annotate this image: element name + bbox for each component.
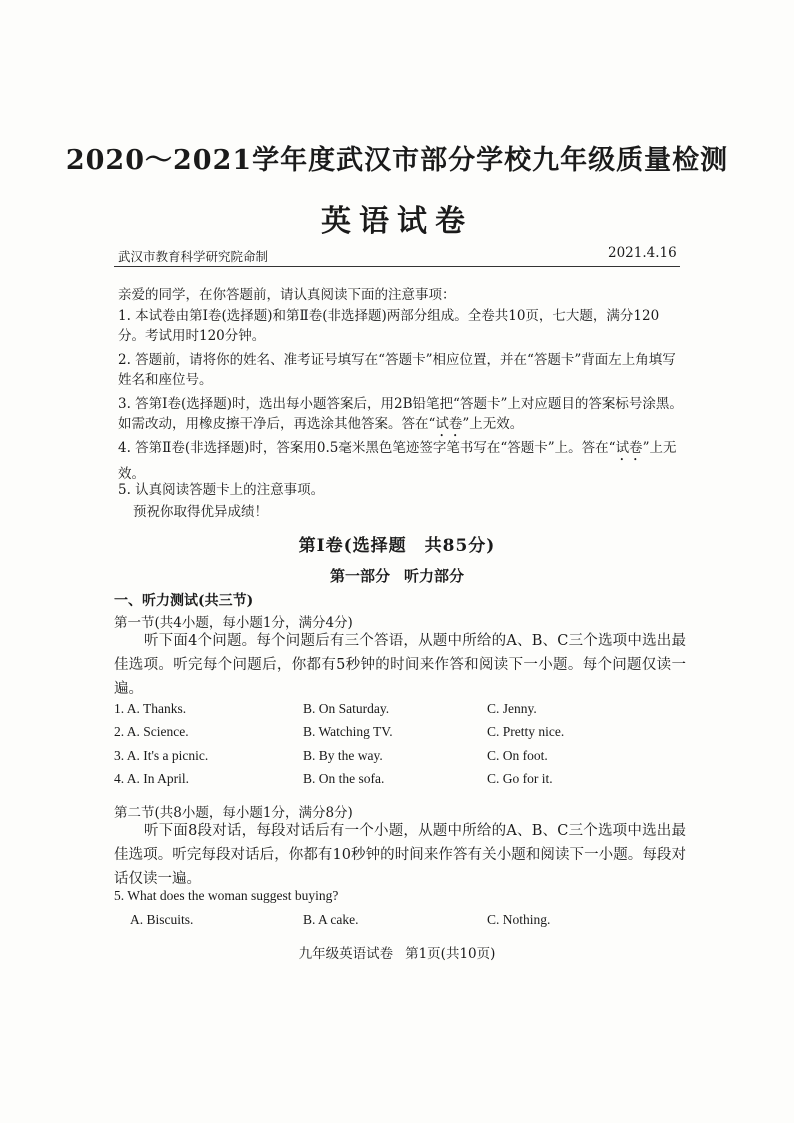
question-2-option-c: C. Pretty nice. [487,724,565,739]
question-5-option-b: B. A cake. [303,912,359,927]
question-5-option-a: A. Biscuits. [130,912,194,927]
question-1-option-a: 1. A. Thanks. [114,701,187,716]
notice-item-4-emphasis: 试卷 [615,440,643,456]
notice-item-4-text: 4. 答第Ⅱ卷(非选择题)时，答案用0.5毫米黑色笔迹签字笔书写在“答题卡”上。答在“ [118,440,616,456]
header-divider [114,266,680,267]
question-2-option-a: 2. A. Science. [114,724,189,739]
subsection-1-instructions: 听下面4个问题。每个问题后有三个答语，从题中所给的A、B、C三个选项中选出最佳选项。听完每个问题后，你都有5秒钟的时间来作答和阅读下一小题。每个问题仅读一遍。 [114,633,686,697]
notice-item-5: 5. 认真阅读答题卡上的注意事项。 [118,482,325,498]
question-4-option-b: B. On the sofa. [303,771,385,786]
question-3-option-a: 3. A. It's a picnic. [114,748,209,763]
question-2-option-b: B. Watching TV. [303,724,393,739]
part-title-name: 第Ⅰ卷(选择题 [298,536,407,556]
page-footer [0,942,794,962]
exam-title: 2020～2021学年度武汉市部分学校九年级质量检测 [65,145,729,176]
question-4-option-a: 4. A. In April. [114,771,190,786]
question-4-option-c: C. Go for it. [487,771,553,786]
section-title-name: 听力部分 [404,567,465,585]
exam-date: 2021.4.16 [608,245,677,261]
section-title [0,565,794,586]
notice-item-1: 1. 本试卷由第Ⅰ卷(选择题)和第Ⅱ卷(非选择题)两部分组成。全卷共10页，七大题，满分120分。考试用时120分钟。 [118,308,660,344]
question-3-option-c: C. On foot. [487,748,548,763]
question-3-option-b: B. By the way. [303,748,383,763]
question-5-option-c: C. Nothing. [487,912,551,927]
part-title-score: 共85分) [424,536,496,556]
notice-intro: 亲爱的同学，在你答题前，请认真阅读下面的注意事项： [118,287,456,303]
notice-item-3-tail: ”上无效。 [462,416,524,432]
footer-exam-name: 九年级英语试卷 [298,946,394,962]
part-title [0,531,794,556]
notice-item-3 [118,394,686,440]
listening-heading: 一、听力测试(共三节) [114,593,254,609]
notice-item-4 [118,438,686,484]
notice-item-2: 2. 答题前，请将你的姓名、准考证号填写在“答题卡”相应位置，并在“答题卡”背面左上角填写姓名和座位号。 [118,352,676,388]
question-1-option-b: B. On Saturday. [303,701,390,716]
notice-item-3-text: 3. 答第Ⅰ卷(选择题)时，选出每小题答案后，用2B铅笔把“答题卡”上对应题目的答案标号涂黑。如需改动，用橡皮擦干净后，再选涂其他答案。答在“ [118,396,683,432]
question-5-stem: 5. What does the woman suggest buying? [114,888,339,903]
subsection-1-title: 第一节(共4小题，每小题1分，满分4分) [114,615,353,631]
question-1-option-c: C. Jenny. [487,701,537,716]
subsection-2-title: 第二节(共8小题，每小题1分，满分8分) [114,805,353,821]
exam-subtitle: 英语试卷 [321,204,473,239]
notice-wish: 预祝你取得优异成绩！ [133,504,268,520]
footer-page-number: 第1页(共10页) [405,946,496,962]
issuing-organization: 武汉市教育科学研究院命制 [118,249,269,264]
notice-item-3-emphasis: 试卷 [435,416,463,432]
subsection-2-instructions: 听下面8段对话，每段对话后有一个小题，从题中所给的A、B、C三个选项中选出最佳选项。听完每段对话后，你都有10秒钟的时间来作答有关小题和阅读下一小题。每段对话仅读一遍。 [114,823,686,887]
notice-item-4-tail: ”上无效。 [118,440,677,482]
section-title-part: 第一部分 [329,567,390,585]
